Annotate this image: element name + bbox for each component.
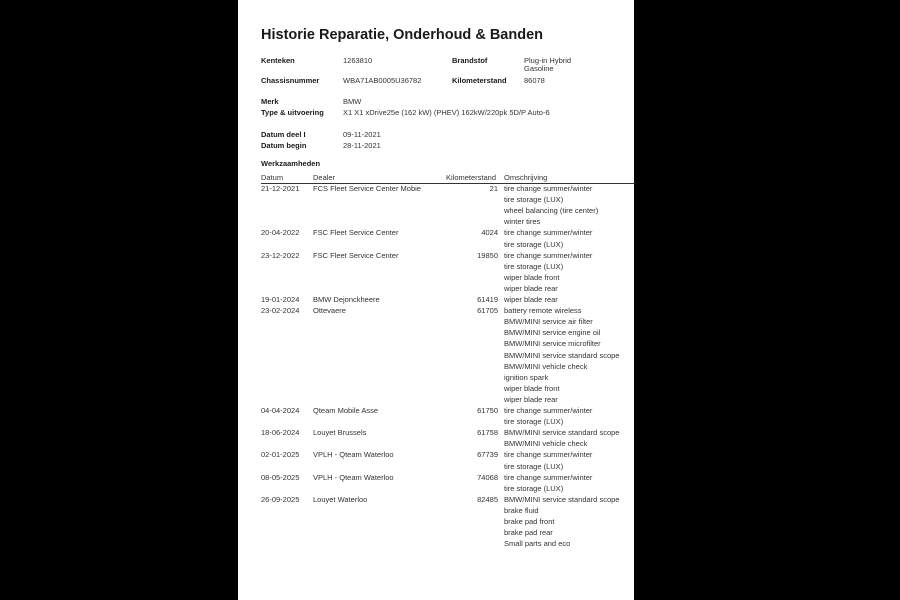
row-omschrijving-item: tire storage (LUX) bbox=[504, 239, 564, 249]
row-omschrijving-item: BMW/MINI service air filter bbox=[504, 317, 593, 327]
brandstof-value-1: Plug-in Hybrid bbox=[524, 56, 572, 65]
row-kilometerstand: 61705 bbox=[477, 306, 498, 316]
row-date: 23-12-2022 bbox=[261, 250, 300, 260]
row-dealer: VPLH - Qteam Waterloo bbox=[313, 450, 394, 460]
row-dealer: Ottevaere bbox=[313, 306, 346, 316]
row-date: 04-04-2024 bbox=[261, 406, 300, 415]
row-dealer: BMW Dejonckheere bbox=[313, 295, 380, 304]
row-omschrijving-item: BMW/MINI service engine oil bbox=[504, 328, 601, 338]
merk-value: BMW bbox=[343, 97, 362, 106]
column-header-omschrijving: Omschrijving bbox=[504, 173, 548, 182]
datum-begin-label: Datum begin bbox=[261, 141, 307, 150]
row-omschrijving-item: brake fluid bbox=[504, 505, 539, 515]
row-omschrijving-item: brake pad rear bbox=[504, 528, 553, 538]
row-kilometerstand: 61758 bbox=[477, 428, 498, 438]
row-omschrijving-item: brake pad front bbox=[504, 517, 555, 526]
row-date: 18-06-2024 bbox=[261, 428, 300, 438]
row-omschrijving-item: tire change summer/winter bbox=[504, 250, 593, 260]
kilometerstand-label: Kilometerstand bbox=[452, 76, 507, 85]
row-omschrijving-item: wiper blade rear bbox=[504, 394, 558, 404]
row-omschrijving-item: wiper blade rear bbox=[504, 283, 558, 293]
row-omschrijving-item: wiper blade front bbox=[504, 383, 560, 393]
row-dealer: Louyet Brussels bbox=[313, 428, 367, 438]
row-dealer: FSC Fleet Service Center bbox=[313, 250, 399, 260]
row-kilometerstand: 82485 bbox=[477, 494, 498, 504]
column-header-kilometerstand: Kilometerstand bbox=[446, 173, 497, 182]
row-omschrijving-item: BMW/MINI service standard scope bbox=[504, 428, 620, 438]
datum-begin-value: 28-11-2021 bbox=[343, 141, 381, 150]
row-omschrijving-item: tire storage (LUX) bbox=[504, 417, 564, 427]
row-omschrijving-item: wiper blade rear bbox=[504, 295, 558, 304]
row-omschrijving-item: ignition spark bbox=[504, 372, 549, 382]
row-dealer: Louyet Waterloo bbox=[313, 494, 368, 504]
row-date: 26-09-2025 bbox=[261, 494, 300, 504]
chassis-label: Chassisnummer bbox=[261, 76, 320, 85]
row-kilometerstand: 74068 bbox=[477, 472, 498, 482]
row-dealer: FSC Fleet Service Center bbox=[313, 228, 399, 238]
kenteken-value: 1263810 bbox=[343, 56, 373, 65]
werkzaamheden-heading: Werkzaamheden bbox=[261, 159, 321, 168]
row-date: 23-02-2024 bbox=[261, 306, 300, 316]
row-omschrijving-item: Small parts and eco bbox=[504, 539, 571, 549]
row-omschrijving-item: BMW/MINI service standard scope bbox=[504, 494, 620, 504]
row-date: 19-01-2024 bbox=[261, 295, 300, 304]
row-date: 21-12-2021 bbox=[261, 184, 300, 193]
row-kilometerstand: 21 bbox=[489, 184, 498, 193]
row-omschrijving-item: BMW/MINI vehicle check bbox=[504, 439, 588, 449]
row-omschrijving-item: wheel balancing (tire center) bbox=[504, 206, 599, 216]
row-omschrijving-item: wiper blade front bbox=[504, 272, 560, 282]
row-dealer: FCS Fleet Service Center Mobie bbox=[313, 184, 421, 193]
chassis-value: WBA71AB0005U36782 bbox=[343, 76, 422, 85]
row-omschrijving-item: battery remote wireless bbox=[504, 306, 582, 316]
row-dealer: Qteam Mobile Asse bbox=[313, 406, 379, 415]
document-page bbox=[238, 0, 634, 600]
row-kilometerstand: 67739 bbox=[477, 450, 498, 460]
row-omschrijving-item: tire change summer/winter bbox=[504, 184, 593, 193]
row-kilometerstand: 19850 bbox=[477, 250, 498, 260]
brandstof-label: Brandstof bbox=[452, 56, 488, 65]
row-omschrijving-item: BMW/MINI service microfilter bbox=[504, 339, 601, 349]
row-date: 20-04-2022 bbox=[261, 228, 300, 238]
row-omschrijving-item: tire storage (LUX) bbox=[504, 461, 564, 471]
row-dealer: VPLH - Qteam Waterloo bbox=[313, 472, 394, 482]
type-value: X1 X1 xDrive25e (162 kW) (PHEV) 162kW/220pk 5D/P Auto-6 bbox=[343, 108, 550, 117]
type-label: Type & uitvoering bbox=[261, 108, 324, 117]
kenteken-label: Kenteken bbox=[261, 56, 295, 65]
row-omschrijving-item: tire change summer/winter bbox=[504, 450, 593, 460]
row-omschrijving-item: winter tires bbox=[504, 217, 541, 227]
row-omschrijving-item: tire change summer/winter bbox=[504, 228, 593, 238]
brandstof-value-2: Gasoline bbox=[524, 64, 554, 73]
row-omschrijving-item: tire change summer/winter bbox=[504, 472, 593, 482]
row-omschrijving-item: tire change summer/winter bbox=[504, 406, 593, 415]
datum-deel-value: 09-11-2021 bbox=[343, 130, 381, 139]
column-header-dealer: Dealer bbox=[313, 173, 336, 182]
row-kilometerstand: 61750 bbox=[477, 406, 498, 415]
row-kilometerstand: 4024 bbox=[481, 228, 498, 238]
row-date: 08-05-2025 bbox=[261, 472, 300, 482]
datum-deel-label: Datum deel I bbox=[261, 130, 306, 139]
merk-label: Merk bbox=[261, 97, 279, 106]
row-kilometerstand: 61419 bbox=[477, 295, 498, 304]
row-omschrijving-item: BMW/MINI vehicle check bbox=[504, 361, 588, 371]
row-omschrijving-item: tire storage (LUX) bbox=[504, 261, 564, 271]
row-omschrijving-item: tire storage (LUX) bbox=[504, 195, 564, 205]
row-omschrijving-item: BMW/MINI service standard scope bbox=[504, 350, 620, 360]
column-header-datum: Datum bbox=[261, 173, 284, 182]
kilometerstand-value: 86078 bbox=[524, 76, 545, 85]
row-date: 02-01-2025 bbox=[261, 450, 300, 460]
row-omschrijving-item: tire storage (LUX) bbox=[504, 483, 564, 493]
page-title: Historie Reparatie, Onderhoud & Banden bbox=[261, 27, 543, 43]
